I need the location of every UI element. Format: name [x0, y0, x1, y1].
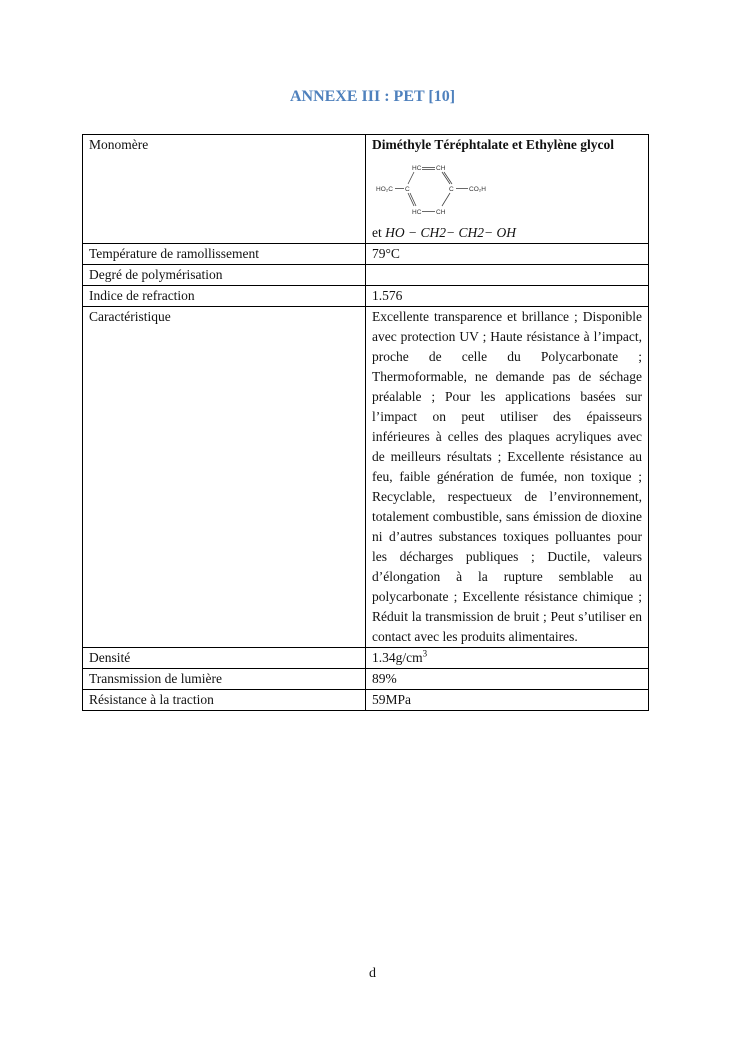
table-row [83, 286, 649, 307]
mol-left-group: HO₂C [376, 186, 393, 193]
table-row [83, 648, 649, 669]
page-title: ANNEXE III : PET [10] [289, 88, 456, 105]
row-value-temperature: 79°C [366, 244, 649, 265]
formula-ho: HO [385, 225, 405, 240]
table-row [83, 690, 649, 711]
mol-ring-bottom-right: CH [436, 209, 446, 216]
row-value-caracteristique: Excellente transparence et brillance ; Disponible avec protection UV ; Haute résistance à l’impact, proche de celle du Polycarbonate ; Thermoformable, ne demande pas de séchage préalable ; Pour les applications basées sur l’impact on peut utiliser des épaisseurs inférieures à celles des plaques acryliques avec de meilleurs résultats ; Excellente résistance au feu, faible génération de fumée, non toxique ; Recyclable, respectueux de l’environnement, totalement combustible, sans émission de dioxine ni d’autres substances toxiques polluantes pour les décharges publiques ; Ductile, valeurs d’élongation à la rupture semblable au polycarbonate ; Excellente résistance chimique ; Réduit la transmission de bruit ; Peut s’utiliser en contact avec les produits alimentaires. [366, 307, 649, 648]
densite-value: 1.34g/cm [372, 650, 423, 665]
row-label-indice: Indice de refraction [83, 286, 366, 307]
page-number: d [369, 966, 376, 981]
row-label-degre: Degré de polymérisation [83, 265, 366, 286]
table-row [83, 135, 649, 244]
mol-ring-bottom: HC [412, 209, 422, 216]
monomer-name: Diméthyle Téréphtalate et Ethylène glycol [372, 137, 614, 152]
mol-right-group: CO₂H [469, 186, 486, 193]
table-row [83, 307, 649, 648]
mol-ring-top: HC [412, 165, 422, 172]
table-row [83, 265, 649, 286]
properties-table [82, 134, 649, 711]
row-label-temperature: Température de ramollissement [83, 244, 366, 265]
molecule-structure-diagram [372, 161, 492, 217]
row-value-degre [366, 265, 649, 286]
formula-chain: − CH2− CH2− OH [408, 225, 516, 240]
row-value-resistance: 59MPa [366, 690, 649, 711]
row-label-resistance: Résistance à la traction [83, 690, 366, 711]
row-value-transmission: 89% [366, 669, 649, 690]
row-label-caracteristique: Caractéristique [83, 307, 366, 648]
mol-left-c: C [405, 186, 410, 193]
row-label-monomere: Monomère [83, 135, 366, 244]
table-row [83, 669, 649, 690]
row-label-transmission: Transmission de lumière [83, 669, 366, 690]
monomer-formula [372, 223, 642, 243]
row-value-densite [366, 648, 649, 669]
mol-right-c: C [449, 186, 454, 193]
table-row [83, 244, 649, 265]
densite-exponent: 3 [422, 648, 428, 659]
row-value-monomere [366, 135, 649, 244]
formula-prefix: et [372, 225, 382, 240]
mol-ring-top-right: CH [436, 165, 446, 172]
row-value-indice: 1.576 [366, 286, 649, 307]
row-label-densite: Densité [83, 648, 366, 669]
